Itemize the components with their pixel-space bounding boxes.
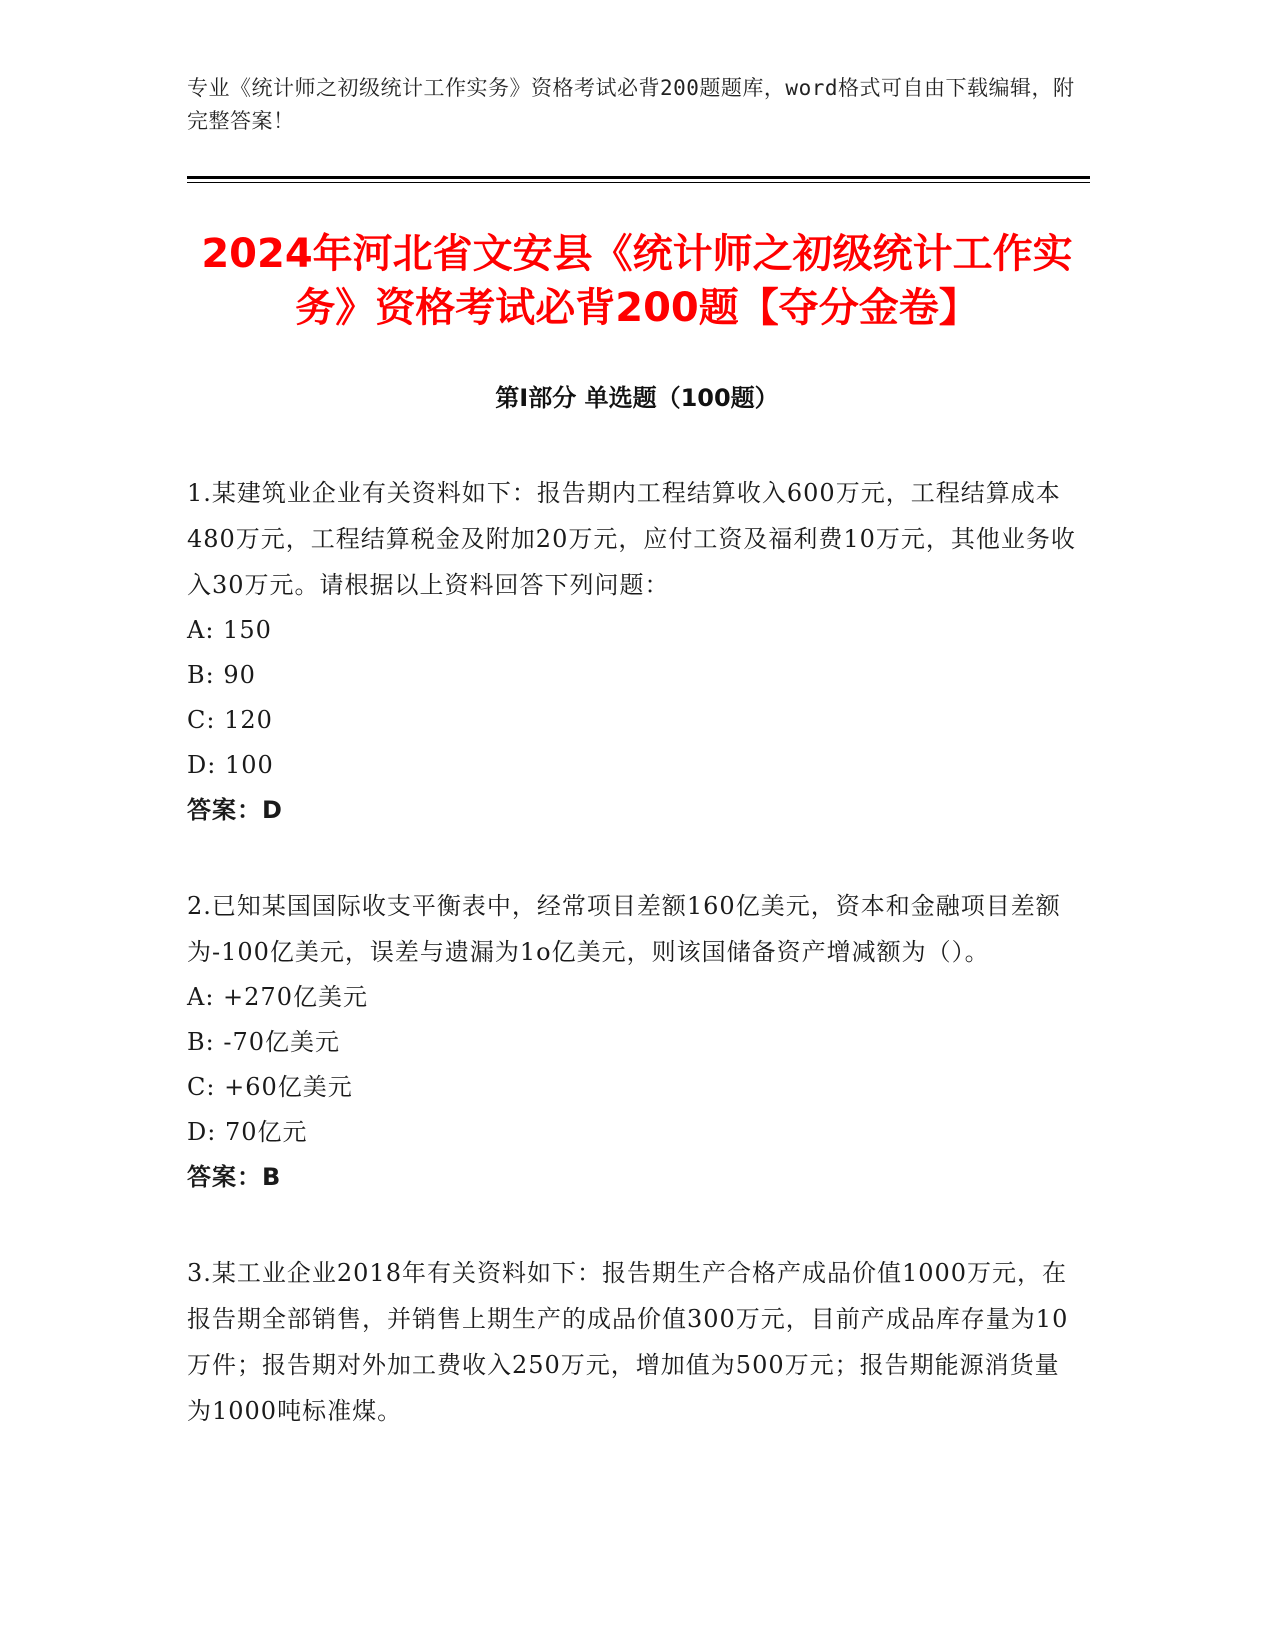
option-a: A: 150 — [187, 616, 272, 644]
question-list — [187, 470, 1077, 1484]
option-d: D: 100 — [187, 751, 274, 779]
question-stem: 3.某工业企业2018年有关资料如下：报告期生产合格产成品价值1000万元，在报告期全部销售，并销售上期生产的成品价值300万元，目前产成品库存量为10万件；报告期对外加工费收入250万元，增加值为500万元；报告期能源消货量为1000吨标准煤。 — [187, 1259, 1069, 1425]
header-note: 专业《统计师之初级统计工作实务》资格考试必背200题题库，word格式可自由下载编辑，附完整答案！ — [187, 76, 1075, 133]
option-c: C: +60亿美元 — [187, 1073, 353, 1101]
header-divider-thin — [187, 182, 1090, 183]
question-stem: 2.已知某国国际收支平衡表中，经常项目差额160亿美元，资本和金融项目差额为-100亿美元，误差与遗漏为1o亿美元，则该国储备资产增减额为（）。 — [187, 892, 1061, 966]
question-stem: 1.某建筑业企业有关资料如下：报告期内工程结算收入600万元，工程结算成本480万元，工程结算税金及附加20万元，应付工资及福利费10万元，其他业务收入30万元。请根据以上资料回答下列问题： — [187, 479, 1076, 599]
option-b: B: -70亿美元 — [187, 1028, 340, 1056]
section-heading: 第Ⅰ部分 单选题（100题） — [495, 384, 779, 412]
option-d: D: 70亿元 — [187, 1118, 308, 1146]
option-a: A: +270亿美元 — [187, 983, 368, 1011]
option-c: C: 120 — [187, 706, 273, 734]
question-1 — [187, 470, 1077, 833]
document-title: 2024年河北省文安县《统计师之初级统计工作实务》资格考试必背200题【夺分金卷】 — [201, 231, 1073, 331]
answer: 答案：D — [187, 796, 283, 824]
option-b: B: 90 — [187, 661, 256, 689]
header-divider-thick — [187, 176, 1090, 179]
question-2 — [187, 883, 1077, 1200]
question-3 — [187, 1250, 1077, 1434]
answer: 答案：B — [187, 1163, 282, 1191]
